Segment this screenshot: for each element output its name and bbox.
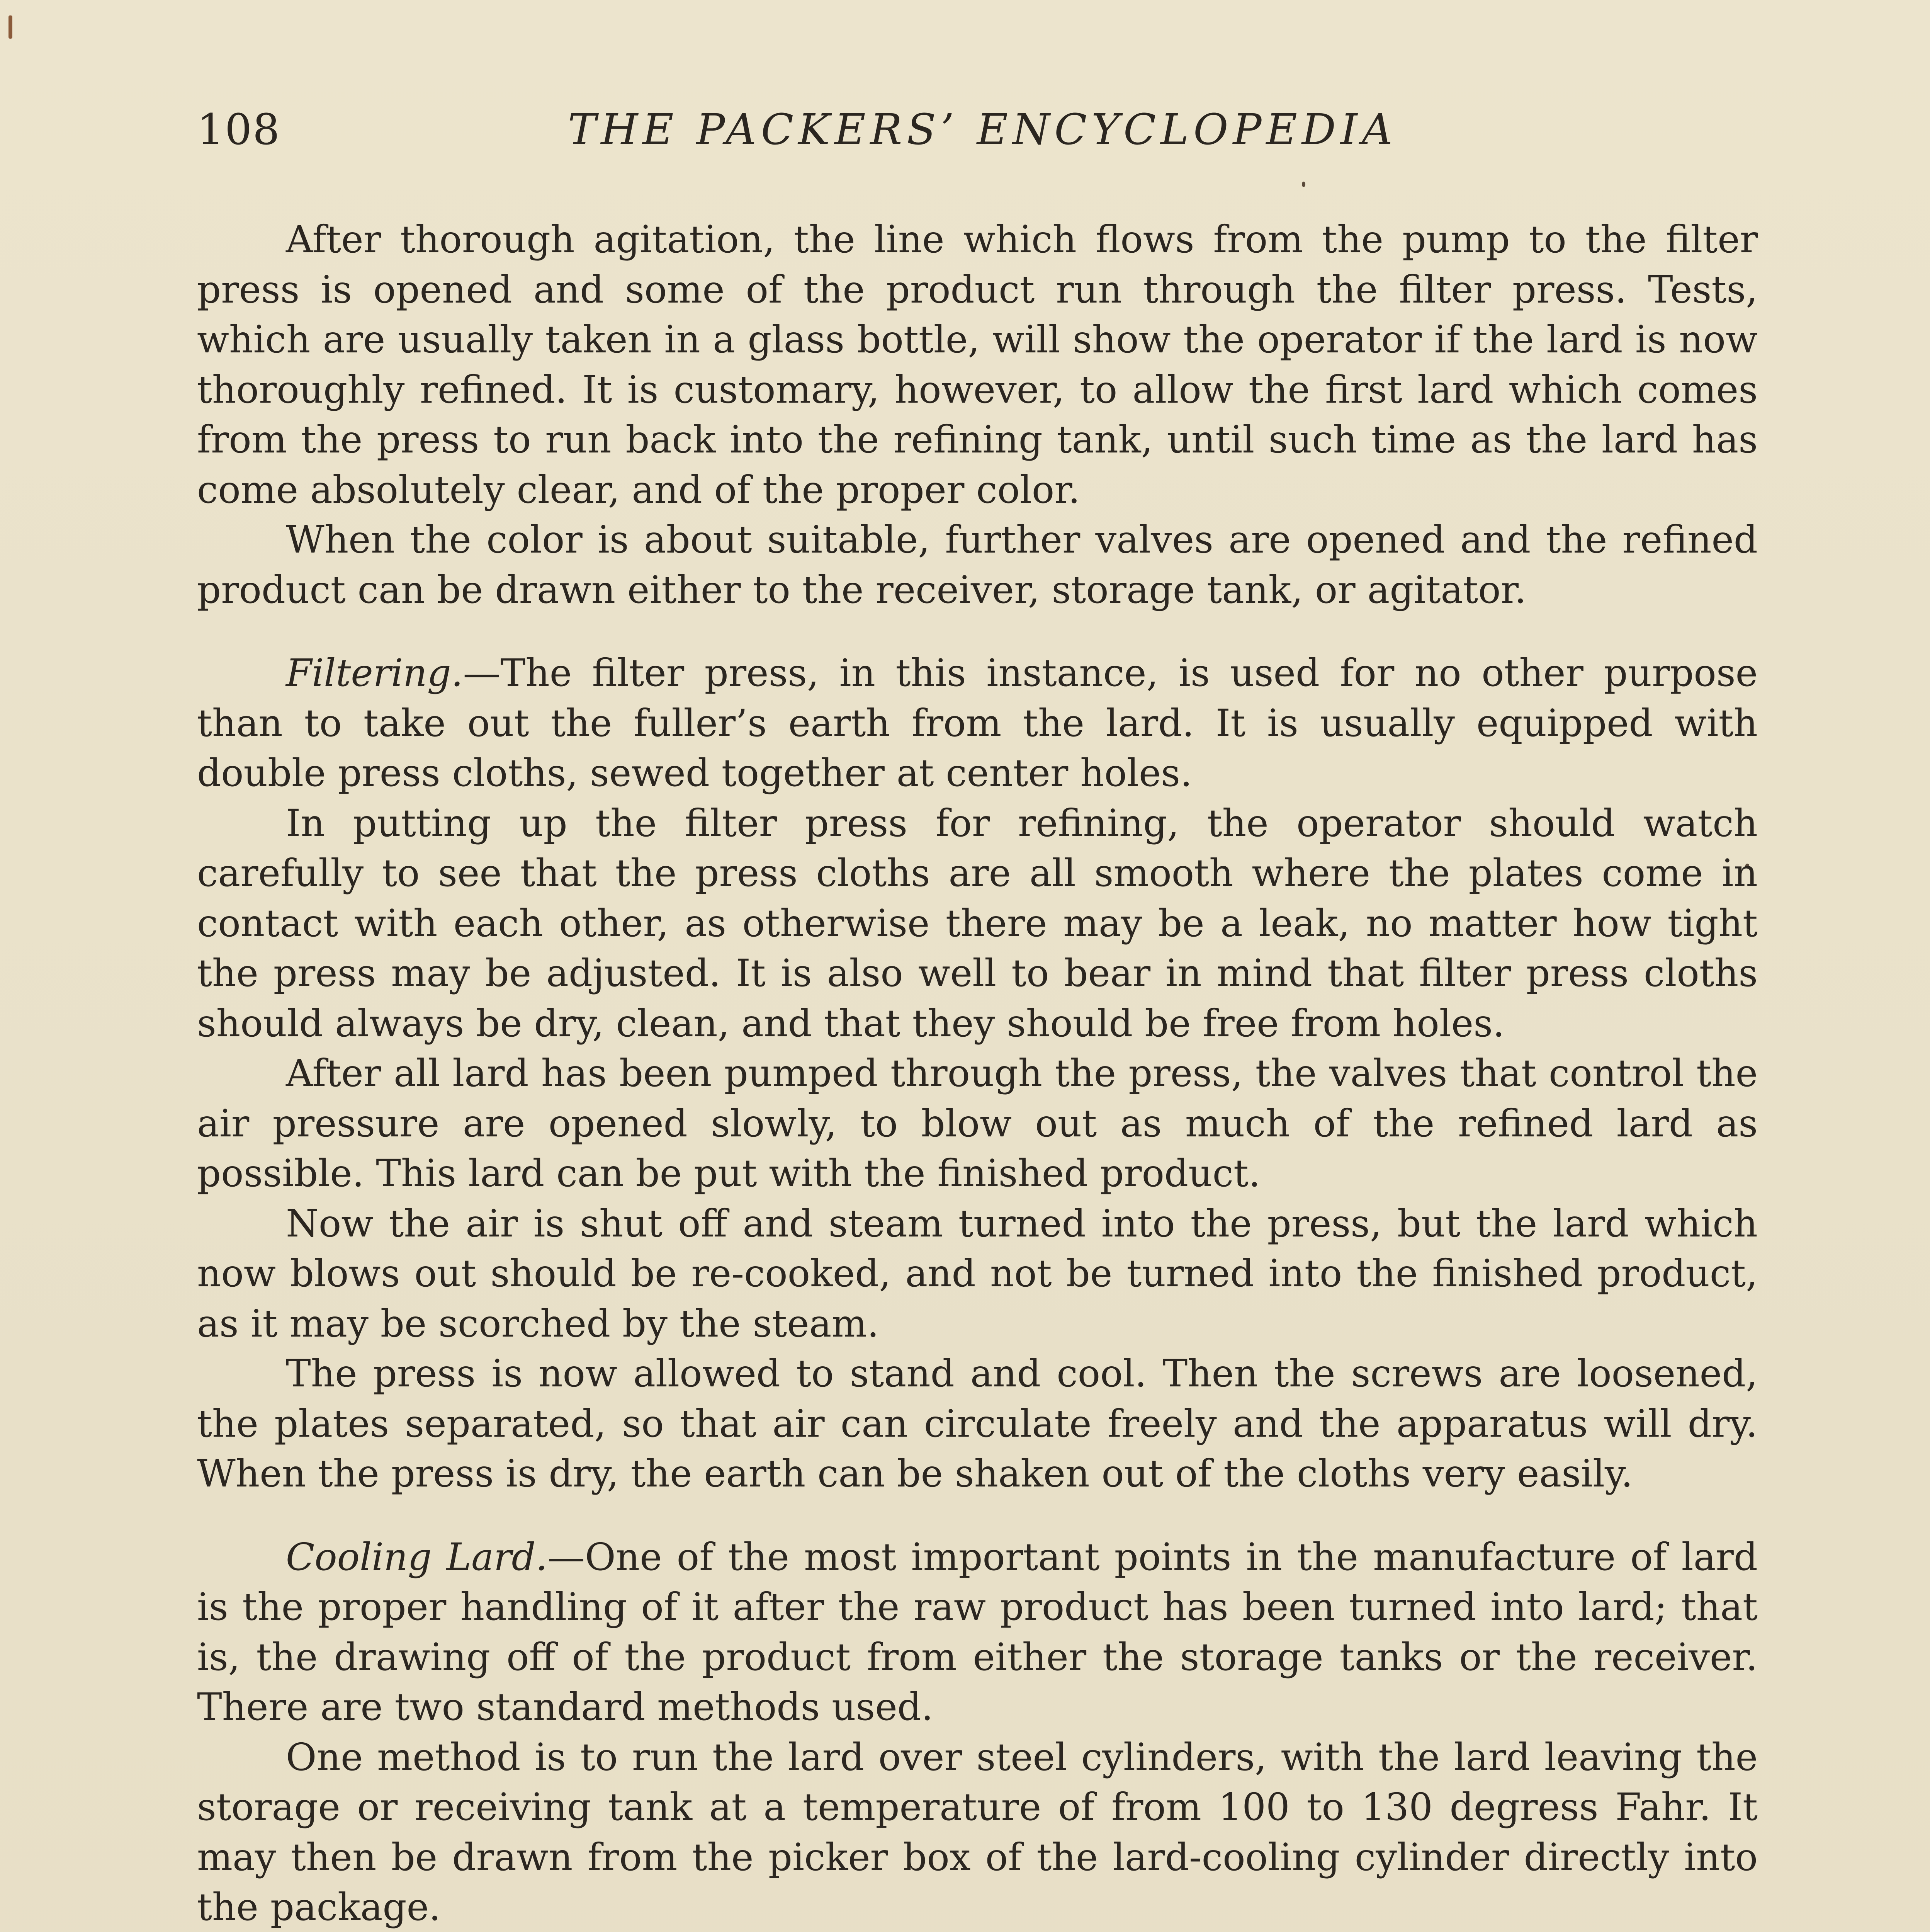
paragraph: In putting up the filter press for refining, the operator should watch carefully to see that the press cloths are all smooth where the plates come in contact with each other, as otherwise there may be a leak, no matter how tight the press may be adjusted. It is also well to bear in mind that filter press cloths should always be dry, clean, and that they should be free from holes. (197, 801, 1758, 1045)
run-in-heading: Filtering. (286, 651, 463, 695)
page-number: 108 (197, 105, 280, 154)
paragraph: When the color is about suitable, further valves are opened and the refined product can be drawn either to the receiver, storage tank, or agitator. (197, 518, 1758, 612)
paragraph: Now the air is shut off and steam turned into the press, but the lard which now blows out should be re-cooked, and not be turned into the finished product, as it may be scorched by the steam. (197, 1201, 1758, 1345)
paragraph: One method is to run the lard over steel cylinders, with the lard leaving the storage or receiving tank at a temperature of from 100 to 130 degress Fahr. It may then be drawn from the picker box of the lard-cooling cylinder directly into the package. (197, 1735, 1758, 1929)
running-head: THE PACKERS’ ENCYCLOPEDIA (568, 105, 1397, 154)
ink-speck (8, 15, 12, 39)
paragraph-text: —The filter press, in this instance, is used for no other purpose than to take out the fuller’s earth from the lard. It is usually equipped with double press cloths, sewed together at center holes. (197, 651, 1758, 795)
paragraph: After all lard has been pumped through the press, the valves that control the air pressure are opened slowly, to blow out as much of the refined lard as possible. This lard can be put with the finished product. (197, 1051, 1758, 1195)
paragraph-text: —One of the most important points in the manufacture of lard is the proper handling of it after the raw product has been turned into lard; that is, the drawing off of the product from either the storage tanks or the receiver. There are two standard methods used. (197, 1535, 1758, 1729)
paragraph: After thorough agitation, the line which flows from the pump to the filter press is opened and some of the product run through the filter press. Tests, which are usually taken in a glass bottle, will show the operator if the lard is now thoroughly refined. It is customary, however, to allow the first lard which comes from the press to run back into the refining tank, until such time as the lard has come absolutely clear, and of the proper color. (197, 218, 1758, 512)
page-header (197, 97, 1765, 162)
ink-speck (1302, 182, 1305, 187)
section-paragraph-filtering (197, 648, 1758, 798)
run-in-heading: Cooling Lard. (286, 1535, 548, 1579)
body-text (197, 214, 1758, 1932)
paragraph: The press is now allowed to stand and cool. Then the screws are loosened, the plates separated, so that air can circulate freely and the apparatus will dry. When the press is dry, the earth can be shaken out of the cloths very easily. (197, 1352, 1758, 1495)
section-paragraph-cooling-lard (197, 1532, 1758, 1732)
